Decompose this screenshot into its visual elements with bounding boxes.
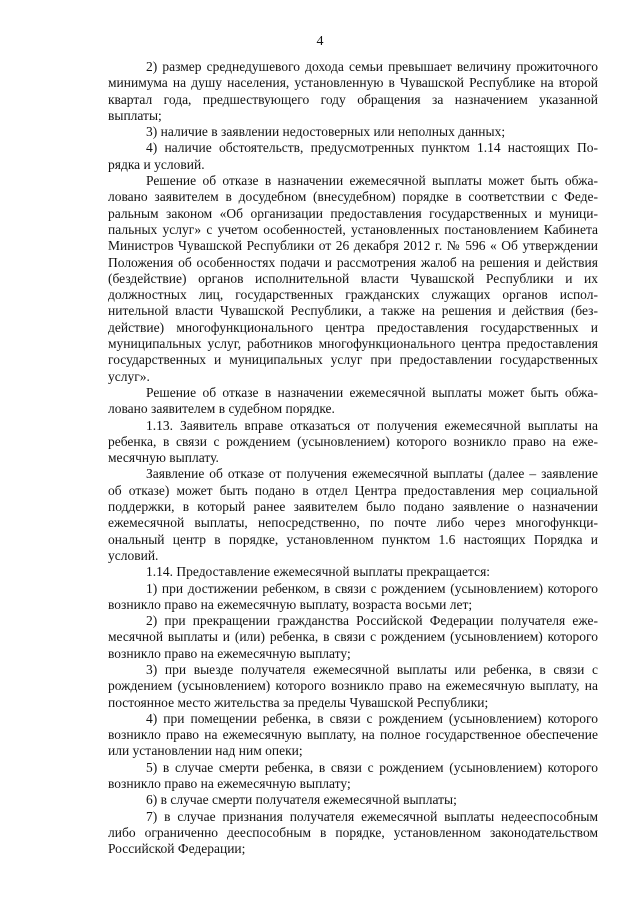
document-body: [108, 59, 598, 858]
paragraph-1-13-refusal-right: 1.13. Заявитель вправе отказаться от получения ежемесячной выплаты на ребенка, в связи с рождением (усыновлением) которого возникло право на ежемесячную выплату.: [108, 417, 598, 466]
paragraph-termination-incapacity: 7) в случае признания получателя ежемесячной выплаты недееспособным либо ограниченно дееспособным в порядке, установленном законодательством Российской Федерации;: [108, 808, 598, 857]
paragraph-termination-relocation: 3) при выезде получателя ежемесячной выплаты или ребенка, в связи с рождением (усыновлением) которого возникло право на ежемесячную выплату, на постоянное место жительства за пределы Чувашской Республики;: [108, 661, 598, 710]
paragraph-pretrial-appeal: Решение об отказе в назначении ежемесячной выплаты может быть обжаловано заявителем в досудебном (внесудебном) порядке в соответствии с Федеральным законом «Об организации предоставления государственных и муниципальных услуг» с учетом особенностей, установленных постановлением Кабинета Министров Чувашской Республики от 26 декабря 2012 г. № 596 « Об утверждении Положения об особенностях подачи и рассмотрения жалоб на решения и действия (бездействие) органов исполнительной власти Чувашской Республики и их должностных лиц, государственных гражданских служащих органов исполнительной власти Чувашской Республики, а также на решения и действия (бездействие) многофункционального центра предоставления государственных и муниципальных услуг, работников многофункционального центра предоставления государственных и муниципальных услуг при предоставлении государственных услуг».: [108, 173, 598, 384]
paragraph-termination-citizenship: 2) при прекращении гражданства Российской Федерации получателя ежемесячной выплаты и (или) ребенка, в связи с рождением (усыновлением) которого возникло право на ежемесячную выплату;: [108, 613, 598, 661]
paragraph-invalid-data: 3) наличие в заявлении недостоверных или неполных данных;: [146, 124, 506, 140]
paragraph-termination-age: 1) при достижении ребенком, в связи с рождением (усыновлением) которого возникло право на ежемесячную выплату, возраста восьми лет;: [108, 580, 598, 612]
paragraph-refusal-application: Заявление об отказе от получения ежемесячной выплаты (далее – заявление об отказе) может быть подано в отдел Центра предоставления мер социальной поддержки, в который ранее заявителем было подано заявление о назначении ежемесячной выплаты, непосредственно, по почте либо через многофункциональный центр в порядке, установленном пунктом 1.6 настоящих Порядка и условий.: [108, 466, 598, 563]
paragraph-termination-state-care: 4) при помещении ребенка, в связи с рождением (усыновлением) которого возникло право на ежемесячную выплату, на полное государственное обеспечение или установлении над ним опеки;: [108, 710, 598, 759]
paragraph-circumstances: 4) наличие обстоятельств, предусмотренных пунктом 1.14 настоящих Порядка и условий.: [108, 140, 598, 172]
paragraph-court-appeal: Решение об отказе в назначении ежемесячной выплаты может быть обжаловано заявителем в судебном порядке.: [108, 384, 598, 417]
paragraph-income-threshold: 2) размер среднедушевого дохода семьи превышает величину прожиточного минимума на душу населения, установленную в Чувашской Республике на второй квартал года, предшествующего году обращения за назначением указанной выплаты;: [108, 59, 598, 123]
paragraph-1-14-termination: 1.14. Предоставление ежемесячной выплаты прекращается:: [146, 564, 491, 580]
paragraph-termination-child-death: 5) в случае смерти ребенка, в связи с рождением (усыновлением) которого возникло право на ежемесячную выплату;: [108, 759, 598, 792]
page-number: 4: [316, 34, 324, 49]
paragraph-termination-recipient-death: 6) в случае смерти получателя ежемесячной выплаты;: [146, 792, 457, 808]
